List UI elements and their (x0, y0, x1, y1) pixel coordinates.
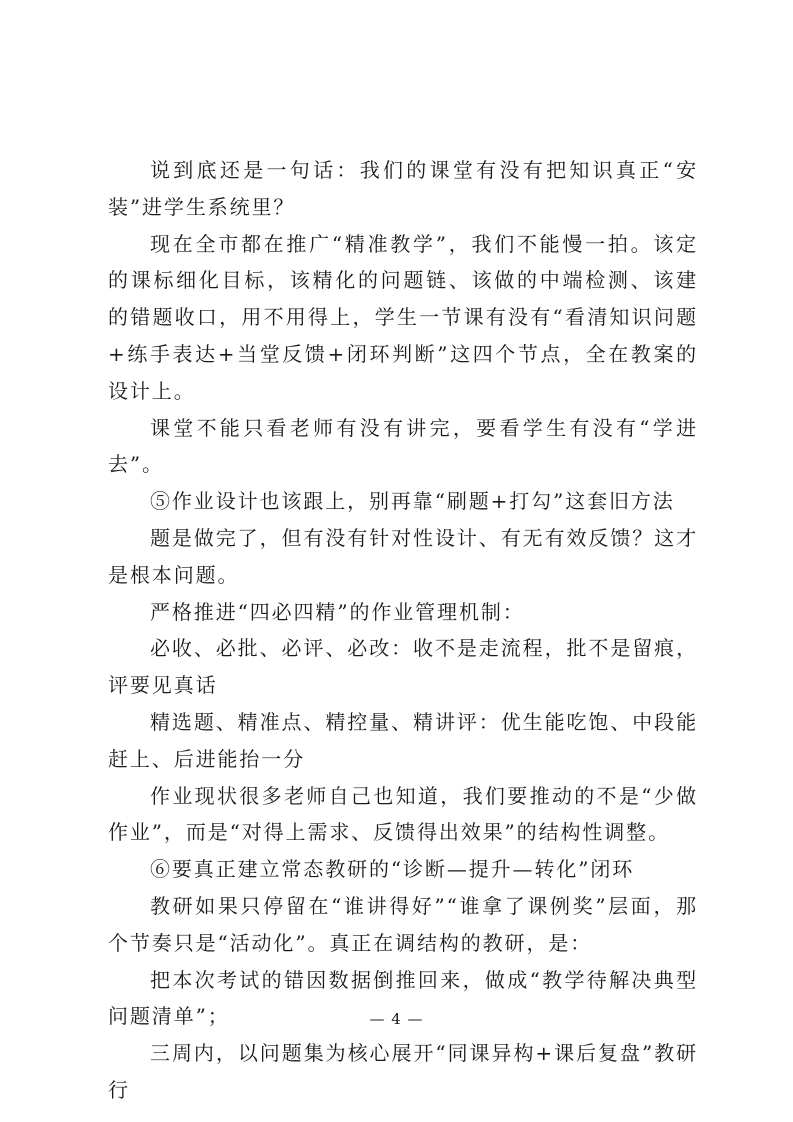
body-text (108, 152, 698, 1109)
paragraph: 精选题、精准点、精控量、精讲评：优生能吃饱、中段能赶上、后进能抬一分 (108, 709, 698, 771)
paragraph: 作业现状很多老师自己也知道，我们要推动的不是“少做作业”，而是“对得上需求、反馈得出效果”的结构性调整。 (108, 783, 698, 845)
paragraph: 把本次考试的错因数据倒推回来，做成“教学待解决典型问题清单”； (108, 967, 698, 1029)
paragraph: 课堂不能只看老师有没有讲完，要看学生有没有“学进去”。 (108, 415, 698, 477)
paragraph: 三周内，以问题集为核心展开“同课异构+课后复盘”教研行 (108, 1041, 698, 1102)
paragraph: 必收、必批、必评、必改：收不是走流程，批不是留痕，评要见真话 (108, 636, 698, 698)
section-heading: ⑥要真正建立常态教研的“诊断—提升—转化”闭环 (150, 857, 635, 882)
paragraph: 教研如果只停留在“谁讲得好”“谁拿了课例奖”层面，那个节奏只是“活动化”。真正在调结构的教研，是： (108, 893, 698, 955)
paragraph: 说到底还是一句话：我们的课堂有没有把知识真正“安装”进学生系统里？ (108, 158, 698, 219)
paragraph: 严格推进“四必四精”的作业管理机制： (150, 599, 525, 624)
paragraph: 现在全市都在推广“精准教学”，我们不能慢一拍。该定的课标细化目标，该精化的问题链、该做的中端检测、该建的错题收口，用不用得上，学生一节课有没有“看清知识问题+练手表达+当堂反馈+闭环判断”这四个节点，全在教案的设计上。 (108, 231, 698, 403)
section-heading: ⑤作业设计也该跟上，别再靠“刷题+打勾”这套旧方法 (150, 489, 675, 514)
page-number: — 4 — (369, 1010, 424, 1028)
paragraph: 题是做完了，但有没有针对性设计、有无有效反馈？这才是根本问题。 (108, 525, 698, 587)
